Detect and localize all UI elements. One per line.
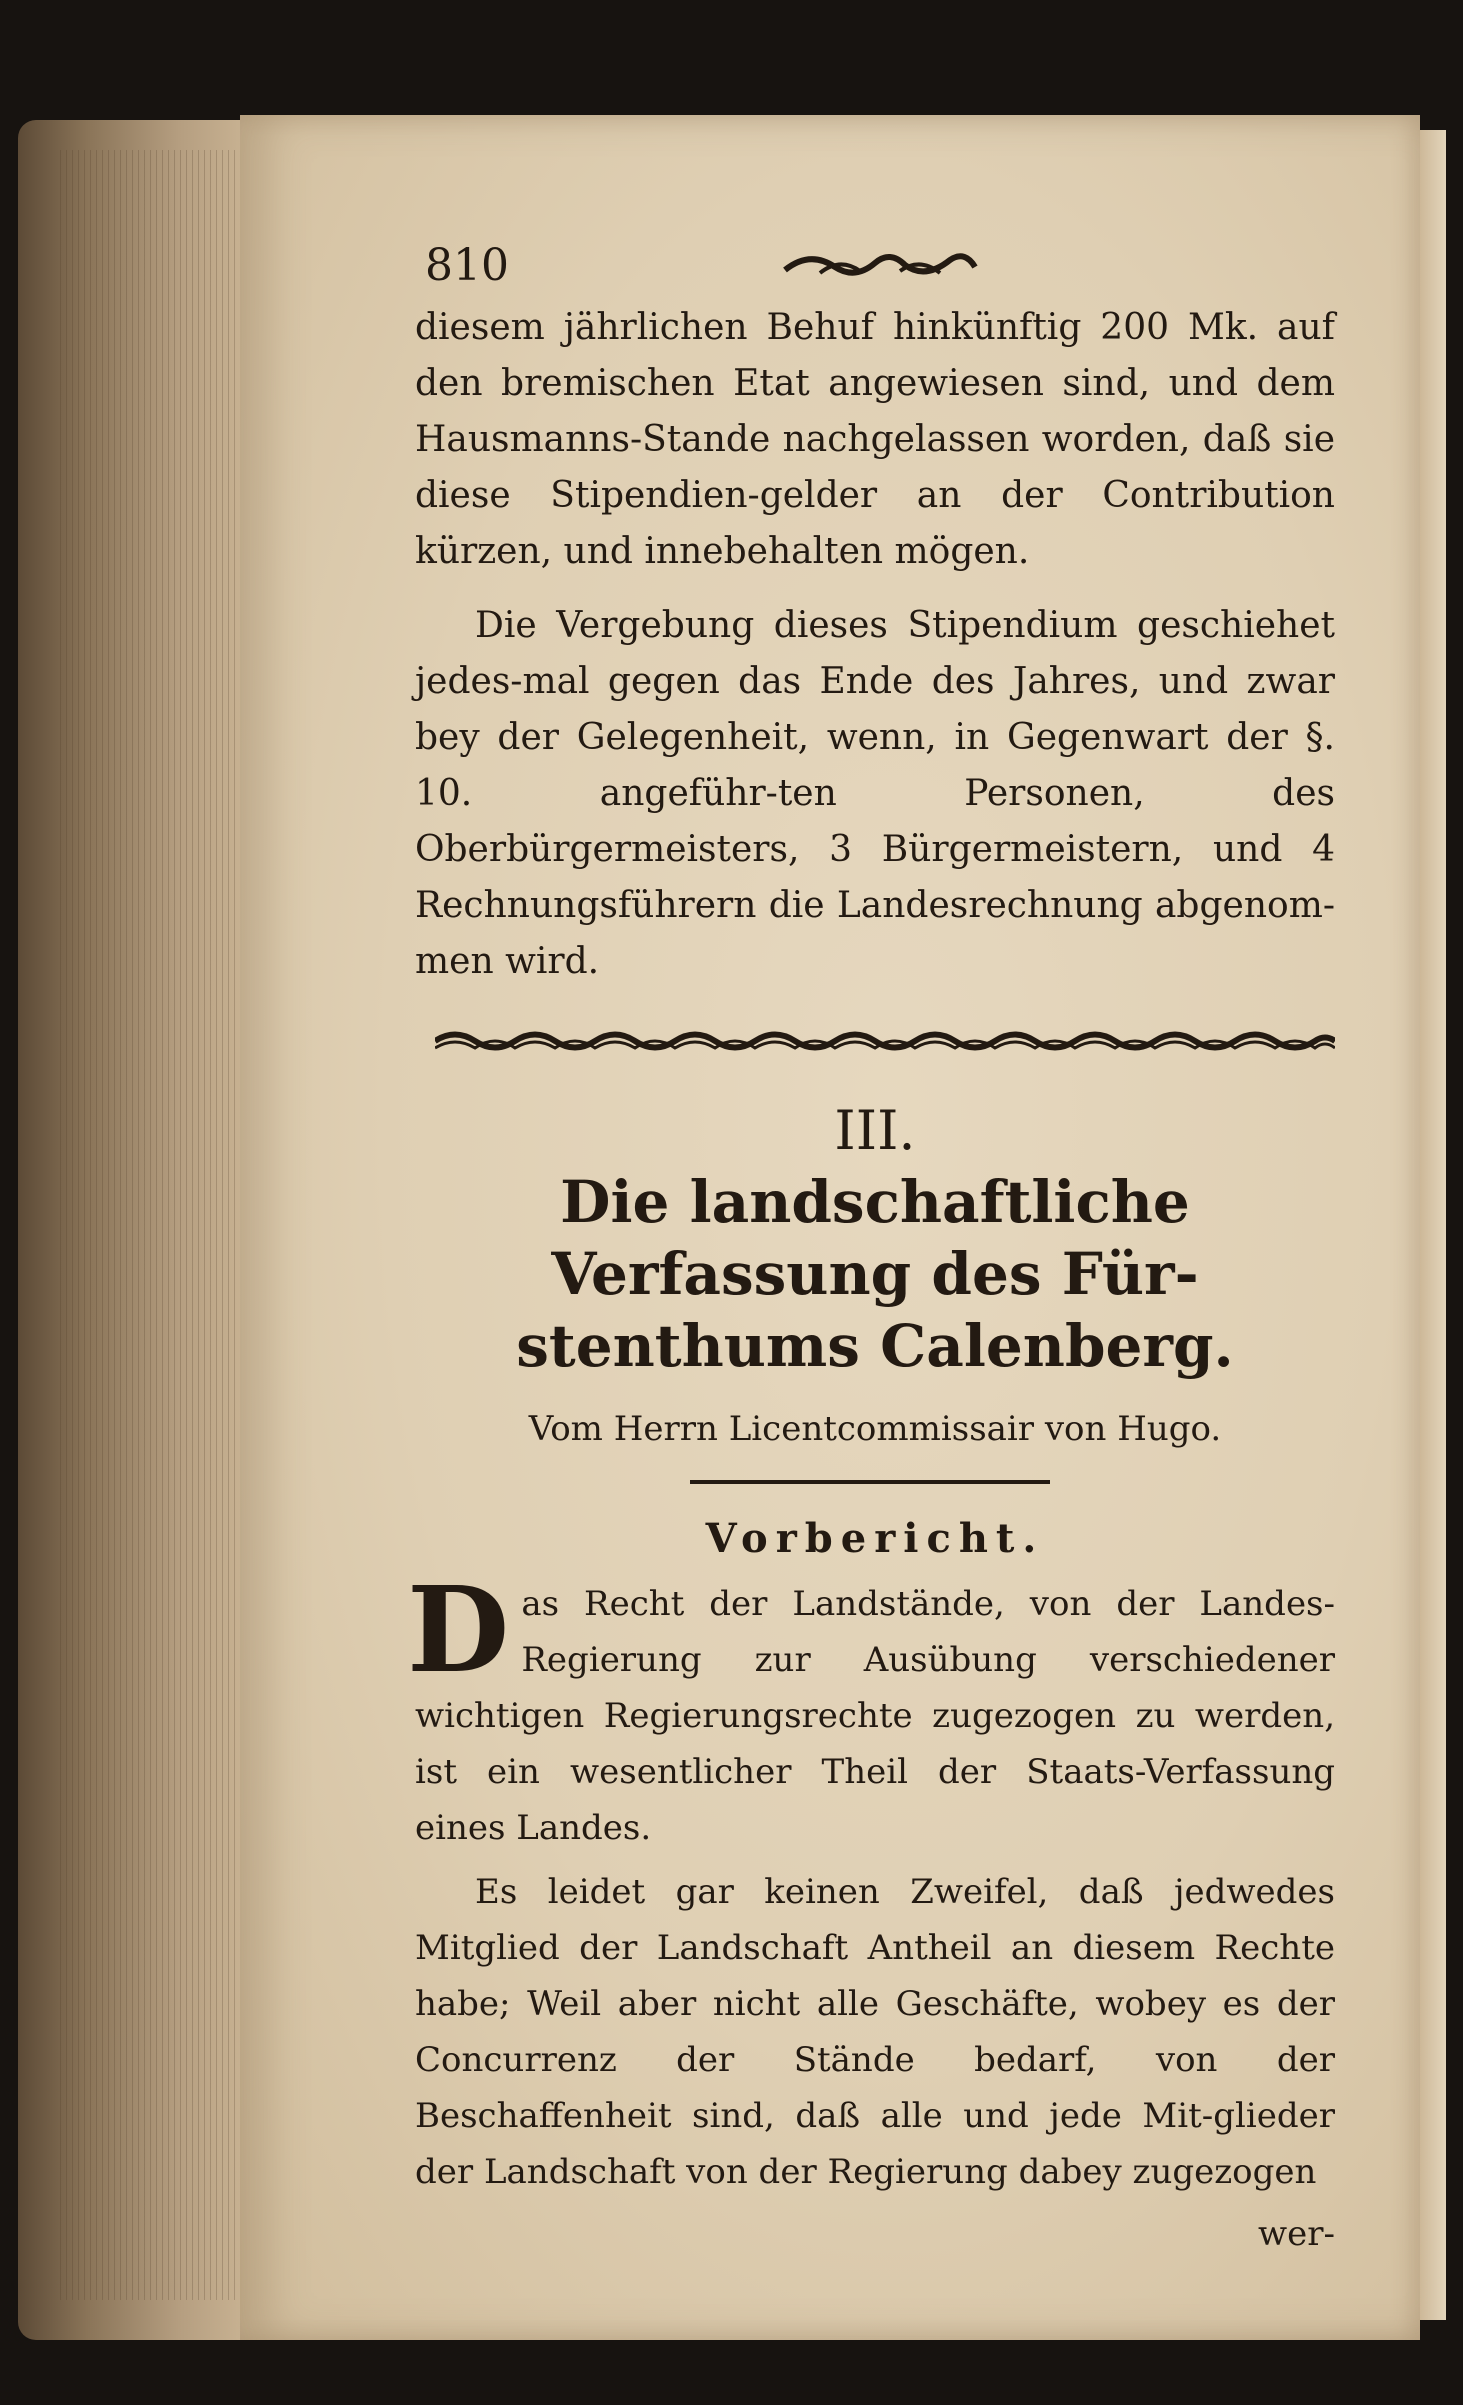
page-number: 810: [425, 240, 509, 291]
divider-rule: [690, 1480, 1050, 1484]
page-stack-lines: [60, 150, 250, 2300]
foreword-heading: Vorbericht.: [705, 1515, 1045, 1562]
paragraph-2: Die Vergebung dieses Stipendium geschiehet jedes-mal gegen das Ende des Jahres, und zwar bey der Gelegenheit, wenn, in Gegenwart der §. 10. angeführ-ten Personen, des Oberbürgermeisters, 3 Bürgermeistern, und 4 Rechnungsführern die Landesrechnung abgenom-men wird.: [415, 605, 1335, 982]
dropcap-letter: D: [407, 1560, 510, 1699]
author-line: Vom Herrn Licentcommissair von Hugo.: [528, 1409, 1222, 1449]
section-number: III.: [834, 1099, 916, 1162]
paragraph-4: Es leidet gar keinen Zweifel, daß jedwedes Mitglied der Landschaft Antheil an diesem Rechte habe; Weil aber nicht alle Geschäfte, wobey es der Concurrenz der Stände bedarf, von der Beschaffenheit sind, daß alle und jede Mit-glieder der Landschaft von der Regierung dabey zugezogen: [415, 1872, 1335, 2192]
page-header: [415, 230, 1335, 300]
catchword: wer-: [1258, 2214, 1335, 2254]
paragraph-1: diesem jährlichen Behuf hinkünftig 200 Mk. auf den bremischen Etat angewiesen sind, und dem Hausmanns-Stande nachgelassen worden, daß sie diese Stipendien-gelder an der Contribution kürzen, und innebehalten mögen.: [415, 307, 1335, 572]
section-title: Die landschaftliche Verfassung des Für-stenthums Calenberg.: [516, 1168, 1234, 1380]
paragraph-3-text: as Recht der Landstände, von der Landes-Regierung zur Ausübung verschiedener wichtigen Regierungsrechte zugezogen zu werden, ist ein wesentlicher Theil der Staats-Verfassung eines Landes.: [415, 1584, 1335, 1848]
header-ornament-icon: [780, 245, 980, 285]
facing-page-edge: [1420, 130, 1446, 2320]
paragraph-3: [407, 1560, 1335, 1856]
page-content: [407, 230, 1335, 2262]
decorative-border-icon: [435, 1028, 1335, 1054]
